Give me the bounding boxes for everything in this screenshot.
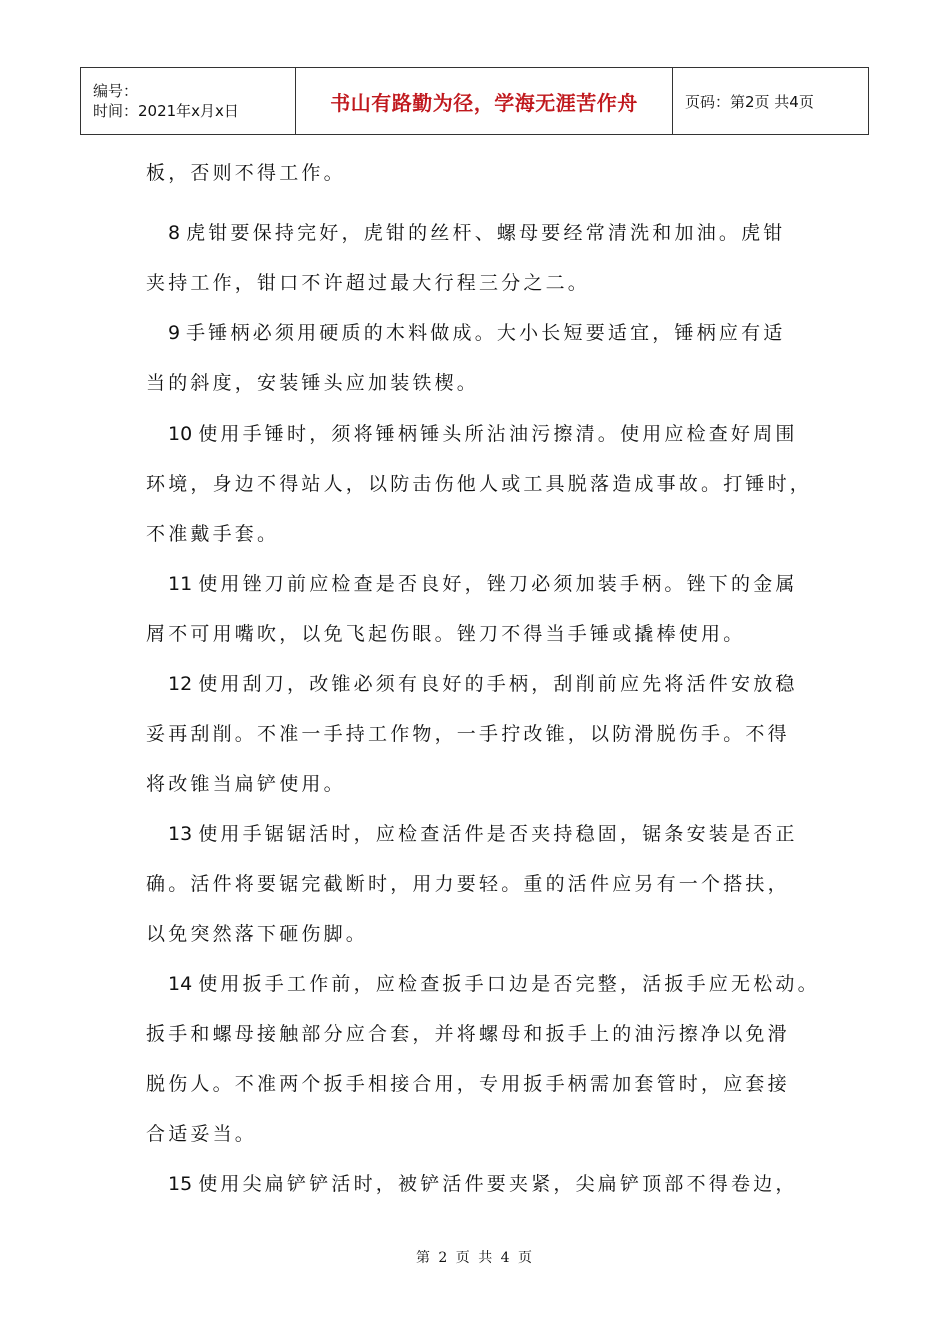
document-header: [80, 67, 869, 135]
text-line: 9 手锤柄必须用硬质的木料做成。大小长短要适宜，锤柄应有适: [168, 322, 786, 344]
text-line: 扳手和螺母接触部分应合套，并将螺母和扳手上的油污擦净以免滑: [146, 1023, 790, 1045]
text-line: 以免突然落下砸伤脚。: [146, 923, 369, 945]
header-motto: 书山有路勤为径，学海无涯苦作舟: [330, 90, 638, 115]
text-line: 夹持工作，钳口不许超过最大行程三分之二。: [146, 272, 591, 294]
item-number: 10: [168, 423, 193, 445]
text-line: 合适妥当。: [146, 1123, 258, 1145]
header-page-cell: [673, 68, 869, 135]
text-line: 屑不可用嘴吹，以免飞起伤眼。锉刀不得当手锤或撬棒使用。: [146, 623, 746, 645]
item-number: 15: [168, 1173, 193, 1195]
text-line: 13 使用手锯锯活时，应检查活件是否夹持稳固，锯条安装是否正: [168, 823, 798, 845]
text-line: 妥再刮削。不准一手持工作物，一手拧改锥，以防滑脱伤手。不得: [146, 723, 790, 745]
item-number: 14: [168, 973, 193, 995]
text-line: 环境，身边不得站人，以防击伤他人或工具脱落造成事故。打锤时，: [146, 473, 813, 495]
footer-page-number: 第 2 页 共 4 页: [415, 1250, 535, 1266]
item-number: 13: [168, 823, 193, 845]
document-number-label: 编号：: [93, 82, 139, 100]
page-footer: [0, 1247, 950, 1267]
document-time-label: 时间：2021年x月x日: [93, 102, 239, 120]
text-line: 8 虎钳要保持完好，虎钳的丝杆、螺母要经常清洗和加油。虎钳: [168, 222, 786, 244]
item-number: 8: [168, 222, 181, 244]
text-line: 14 使用扳手工作前，应检查扳手口边是否完整，活扳手应无松动。: [168, 973, 820, 995]
item-number: 11: [168, 573, 193, 595]
text-line: 10 使用手锤时，须将锤柄锤头所沾油污擦清。使用应检查好周围: [168, 423, 798, 445]
text-line: 脱伤人。不准两个扳手相接合用，专用扳手柄需加套管时，应套接: [146, 1073, 790, 1095]
item-number: 12: [168, 673, 193, 695]
text-line: 不准戴手套。: [146, 523, 280, 545]
text-line: 将改锥当扁铲使用。: [146, 773, 346, 795]
header-page-label: 页码：第2页 共4页: [685, 92, 814, 111]
header-meta-cell: [81, 68, 296, 135]
text-line: 板，否则不得工作。: [146, 162, 346, 184]
text-line: 11 使用锉刀前应检查是否良好，锉刀必须加装手柄。锉下的金属: [168, 573, 798, 595]
text-line: 15 使用尖扁铲铲活时，被铲活件要夹紧，尖扁铲顶部不得卷边，: [168, 1173, 798, 1195]
text-line: 当的斜度，安装锤头应加装铁楔。: [146, 372, 480, 394]
header-motto-cell: [296, 68, 673, 135]
item-number: 9: [168, 322, 181, 344]
text-line: 12 使用刮刀，改锥必须有良好的手柄，刮削前应先将活件安放稳: [168, 673, 798, 695]
text-line: 确。活件将要锯完截断时，用力要轻。重的活件应另有一个搭扶，: [146, 873, 790, 895]
